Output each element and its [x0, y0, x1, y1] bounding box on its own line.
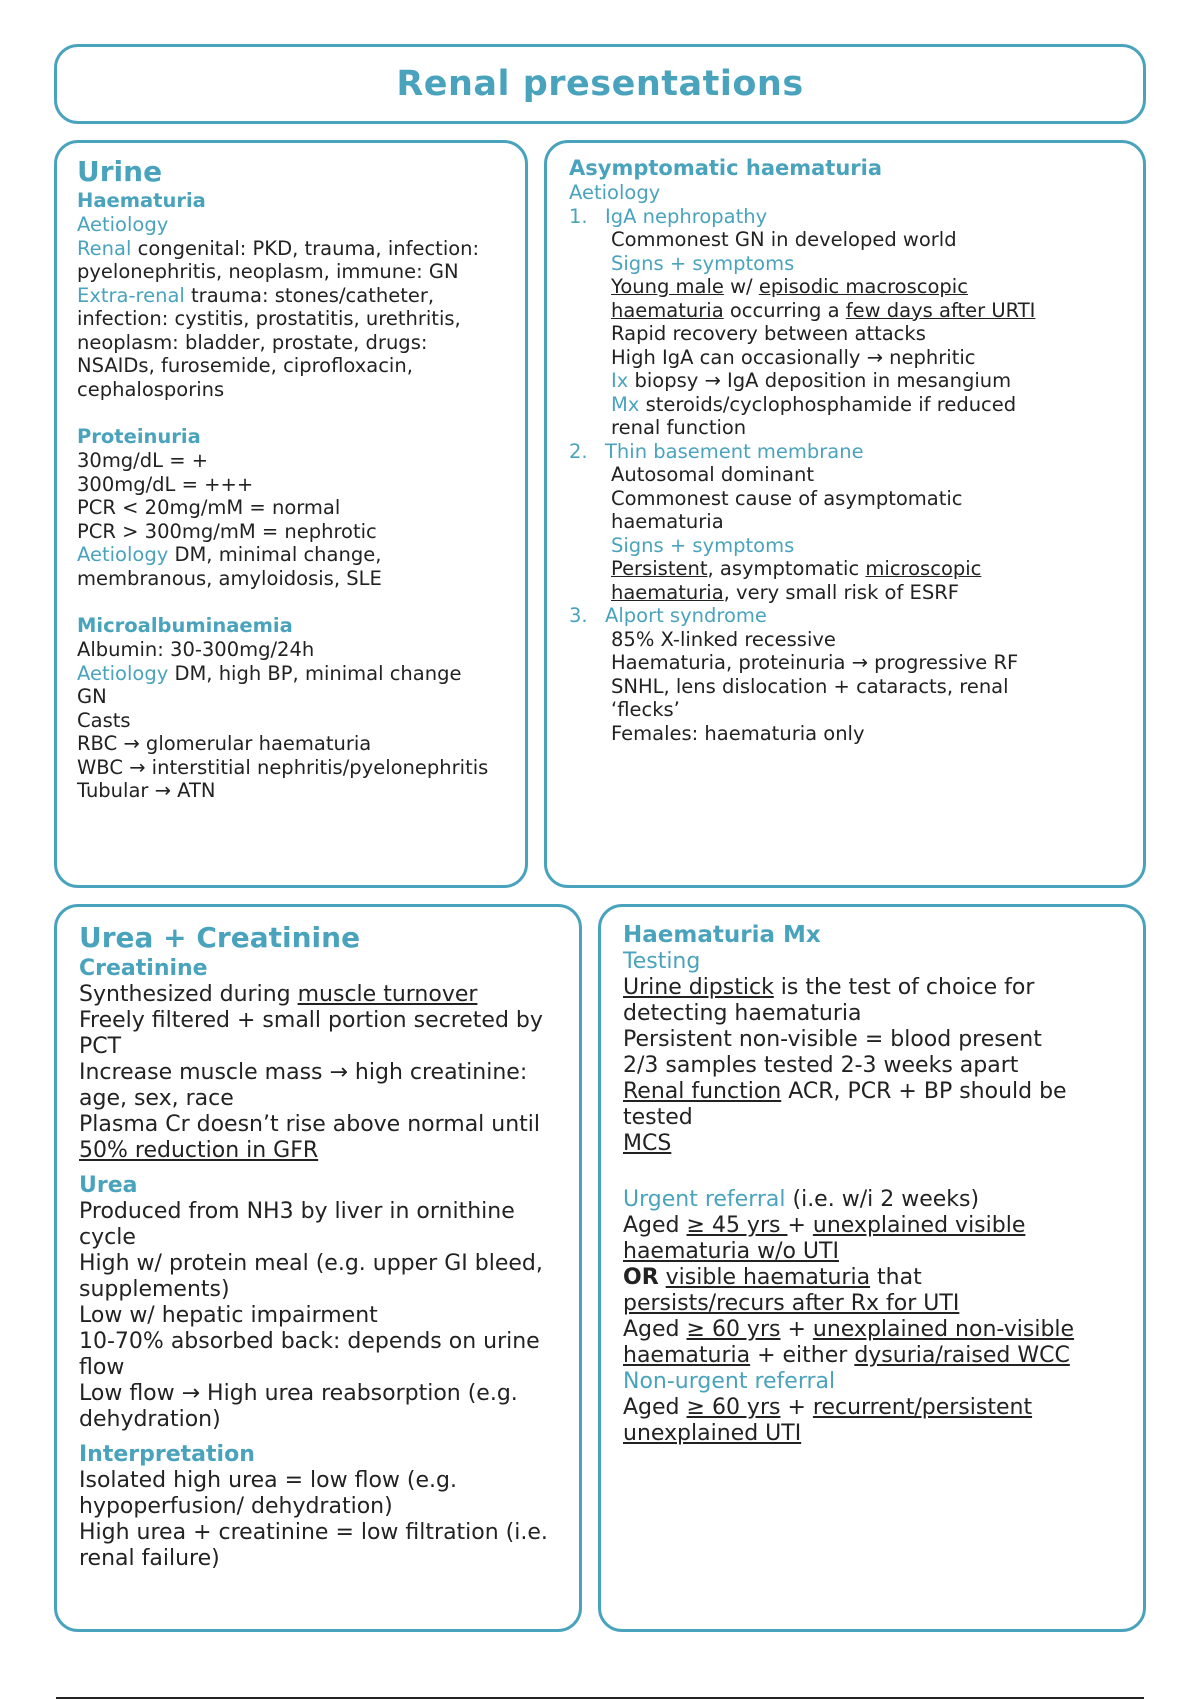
tbm-asymptomatic: , asymptomatic [707, 557, 866, 580]
iga-line-4: High IgA can occasionally → nephritic [611, 345, 976, 369]
proteinuria-aetiology-text: DM, minimal change, [168, 543, 382, 566]
r1-unexplained: unexplained visible [812, 1213, 1026, 1238]
tbm-line-2: Commonest cause of asymptomatic [611, 486, 963, 510]
referral-line-4: persists/recurs after Rx for UTI [623, 1291, 960, 1316]
creat-muscle-turnover: muscle turnover [297, 982, 478, 1007]
tbm-microscopic: microscopic [865, 557, 982, 580]
r3-that: that [870, 1265, 922, 1290]
testing-line-7: MCS [623, 1131, 672, 1156]
item-tbm-title [569, 440, 1121, 464]
nonurgent-line-2: unexplained UTI [623, 1421, 802, 1446]
page-title: Renal presentations [396, 64, 804, 104]
tbm-esrf: , very small risk of ESRF [723, 580, 960, 604]
referral-line-1 [623, 1213, 1121, 1239]
r6-either: + either [750, 1343, 855, 1368]
urea-line-9: dehydration) [79, 1407, 221, 1432]
testing-line-6: tested [623, 1105, 693, 1130]
urea-line-4: supplements) [79, 1277, 230, 1302]
proteinuria-aetiology-line [77, 543, 505, 567]
n1-aged: Aged [623, 1395, 687, 1420]
r3-or: OR [623, 1265, 659, 1290]
tbm-signs-line-1 [569, 557, 1121, 581]
item-2-title: Thin basement membrane [605, 439, 864, 463]
urea-line-2: cycle [79, 1225, 136, 1250]
test-of-choice: is the test of choice for [773, 975, 1035, 1000]
casts-line-2: WBC → interstitial nephritis/pyelonephritis [77, 755, 489, 779]
mx-heading: Haematuria Mx [623, 922, 821, 948]
creatinine-line-4: Increase muscle mass → high creatinine: [79, 1060, 528, 1085]
proteinuria-line-1: 30mg/dL = + [77, 449, 209, 472]
microalb-aetiology-line [77, 662, 505, 686]
item-1-title: IgA nephropathy [605, 204, 768, 228]
asym-aetiology-label: Aetiology [569, 181, 661, 204]
n1-plus: + [780, 1395, 813, 1420]
footer-rule [56, 1697, 1144, 1699]
referral-line-5 [623, 1317, 1121, 1343]
testing-line-5 [623, 1079, 1121, 1105]
creatinine-heading: Creatinine [79, 956, 208, 981]
alport-line-3: SNHL, lens dislocation + cataracts, renal [611, 674, 1009, 698]
iga-episodic: episodic macroscopic [758, 275, 968, 298]
urea-line-7: flow [79, 1355, 125, 1380]
r5-age: ≥ 60 yrs [686, 1317, 781, 1342]
urea-creatinine-panel [54, 904, 582, 1632]
proteinuria-aetiology-label: Aetiology [77, 543, 169, 566]
extra-renal-text: trauma: stones/catheter, [184, 283, 435, 307]
urine-heading: Urine [77, 155, 163, 188]
iga-haematuria: haematuria [611, 298, 724, 322]
urine-dipstick: Urine dipstick [623, 975, 774, 1000]
microalbuminaemia-heading: Microalbuminaemia [77, 614, 293, 637]
casts-label: Casts [77, 708, 131, 732]
testing-line-4: 2/3 samples tested 2-3 weeks apart [623, 1053, 1019, 1078]
n1-age: ≥ 60 yrs [686, 1395, 781, 1420]
urea-heading: Urea + Creatinine [79, 921, 361, 954]
renal-causes-line-2: pyelonephritis, neoplasm, immune: GN [77, 260, 459, 283]
urea-line-3: High w/ protein meal (e.g. upper GI bleed, [79, 1251, 543, 1276]
r1-aged: Aged [623, 1213, 687, 1238]
renal-function: Renal function [623, 1079, 782, 1104]
alport-line-4: ‘flecks’ [611, 698, 680, 721]
microalb-aetiology-text: DM, high BP, minimal change [168, 661, 462, 685]
renal-text: congenital: PKD, trauma, infection: [131, 236, 480, 260]
extra-renal-line [77, 284, 505, 308]
urgent-referral-text: (i.e. w/i 2 weeks) [785, 1187, 980, 1212]
asymptomatic-panel [544, 140, 1146, 888]
n1-recurrent: recurrent/persistent [812, 1395, 1033, 1420]
r1-plus: + [787, 1213, 813, 1238]
microalb-aetiology-label: Aetiology [77, 661, 169, 685]
iga-mx-line [569, 393, 1121, 417]
referral-line-6 [623, 1343, 1121, 1369]
urgent-referral-line [623, 1187, 1121, 1213]
renal-causes-line [77, 237, 505, 261]
iga-occurring: occurring a [723, 298, 846, 322]
testing-line-3: Persistent non-visible = blood present [623, 1027, 1042, 1052]
item-alport-title [569, 604, 1121, 628]
urea-line-1: Produced from NH3 by liver in ornithine [79, 1199, 515, 1224]
creatinine-line-6: Plasma Cr doesn’t rise above normal until [79, 1112, 541, 1137]
creatinine-line-1 [79, 982, 557, 1008]
iga-few-days: few days after URTI [845, 298, 1036, 322]
microalb-aetiology-line-2: GN [77, 685, 107, 708]
testing-line-2: detecting haematuria [623, 1001, 862, 1026]
alport-line-1: 85% X-linked recessive [611, 627, 836, 651]
iga-line-1: Commonest GN in developed world [611, 228, 957, 251]
creatinine-line-3: PCT [79, 1034, 122, 1059]
renal-label: Renal [77, 236, 132, 260]
r5-plus: + [780, 1317, 813, 1342]
item-3-number: 3. [569, 604, 588, 627]
r3-space [659, 1265, 666, 1290]
non-urgent-referral-label: Non-urgent referral [623, 1369, 836, 1394]
alport-line-2: Haematuria, proteinuria → progressive RF [611, 651, 1019, 674]
title-box [54, 44, 1146, 124]
iga-young-male: Young male [611, 275, 724, 298]
tbm-haematuria: haematuria [611, 580, 724, 604]
iga-signs-line-1 [569, 275, 1121, 299]
tbm-signs-line-2 [569, 581, 1121, 605]
iga-ix-line [569, 369, 1121, 393]
alport-line-5: Females: haematuria only [611, 721, 865, 745]
urea-line-5: Low w/ hepatic impairment [79, 1303, 378, 1328]
haematuria-mx-panel [598, 904, 1146, 1632]
item-1-number: 1. [569, 204, 588, 228]
item-3-title: Alport syndrome [605, 604, 767, 627]
haematuria-aetiology-label: Aetiology [77, 213, 169, 236]
creatinine-line-7: 50% reduction in GFR [79, 1138, 319, 1163]
tbm-line-3: haematuria [611, 510, 724, 533]
iga-ix-text: biopsy → IgA deposition in mesangium [628, 369, 1012, 392]
haematuria-heading: Haematuria [77, 189, 206, 212]
iga-mx-line-2: renal function [611, 416, 747, 439]
iga-signs-line-2 [569, 299, 1121, 323]
extra-renal-line-3: neoplasm: bladder, prostate, drugs: [77, 330, 428, 354]
proteinuria-aetiology-line-2: membranous, amyloidosis, SLE [77, 566, 382, 590]
tbm-signs-label: Signs + symptoms [611, 533, 795, 557]
r3-visible: visible haematuria [665, 1265, 871, 1290]
proteinuria-heading: Proteinuria [77, 425, 201, 448]
iga-w-text: w/ [723, 275, 759, 298]
urea-line-8: Low flow → High urea reabsorption (e.g. [79, 1381, 518, 1406]
iga-ix-label: Ix [611, 369, 629, 392]
item-iga-title [569, 205, 1121, 229]
iga-signs-label: Signs + symptoms [611, 251, 795, 275]
asym-heading: Asymptomatic haematuria [569, 156, 883, 180]
r6-haematuria: haematuria [623, 1343, 751, 1368]
tbm-line-1: Autosomal dominant [611, 463, 814, 486]
casts-line-3: Tubular → ATN [77, 779, 216, 802]
proteinuria-line-2: 300mg/dL = +++ [77, 472, 254, 496]
nonurgent-line-1 [623, 1395, 1121, 1421]
testing-label: Testing [623, 949, 701, 974]
interp-line-1: Isolated high urea = low flow (e.g. [79, 1468, 457, 1493]
extra-renal-line-5: cephalosporins [77, 377, 225, 401]
iga-line-3: Rapid recovery between attacks [611, 322, 926, 345]
r1-age: ≥ 45 yrs [686, 1213, 788, 1238]
referral-line-3 [623, 1265, 1121, 1291]
proteinuria-line-3: PCR < 20mg/mM = normal [77, 496, 341, 519]
referral-line-2: haematuria w/o UTI [623, 1239, 839, 1264]
item-2-number: 2. [569, 439, 588, 463]
r5-unexplained: unexplained non-visible [812, 1317, 1075, 1342]
extra-renal-line-4: NSAIDs, furosemide, ciprofloxacin, [77, 354, 413, 377]
creat-synth: Synthesized during [79, 982, 298, 1007]
r6-dysuria: dysuria/raised WCC [854, 1343, 1070, 1368]
r5-aged: Aged [623, 1317, 687, 1342]
tbm-persistent: Persistent [611, 557, 708, 580]
iga-mx-text: steroids/cyclophosphamide if reduced [639, 392, 1017, 416]
interp-line-4: renal failure) [79, 1546, 220, 1571]
testing-line-1 [623, 975, 1121, 1001]
urgent-referral-label: Urgent referral [623, 1187, 786, 1212]
interp-line-2: hypoperfusion/ dehydration) [79, 1494, 393, 1519]
extra-renal-line-2: infection: cystitis, prostatitis, urethritis, [77, 307, 461, 330]
urea-subheading: Urea [79, 1173, 138, 1198]
acr-pcr-bp: ACR, PCR + BP should be [781, 1079, 1067, 1104]
interp-line-3: High urea + creatinine = low filtration (i.e. [79, 1520, 548, 1545]
creatinine-line-2: Freely filtered + small portion secreted by [79, 1008, 543, 1033]
iga-mx-label: Mx [611, 392, 640, 416]
urea-line-6: 10-70% absorbed back: depends on urine [79, 1329, 540, 1354]
extra-renal-label: Extra-renal [77, 283, 185, 307]
casts-line-1: RBC → glomerular haematuria [77, 732, 372, 755]
microalb-line-1: Albumin: 30-300mg/24h [77, 638, 315, 661]
creatinine-line-5: age, sex, race [79, 1086, 234, 1111]
interpretation-heading: Interpretation [79, 1442, 255, 1467]
urine-panel [54, 140, 528, 888]
proteinuria-line-4: PCR > 300mg/mM = nephrotic [77, 519, 377, 543]
